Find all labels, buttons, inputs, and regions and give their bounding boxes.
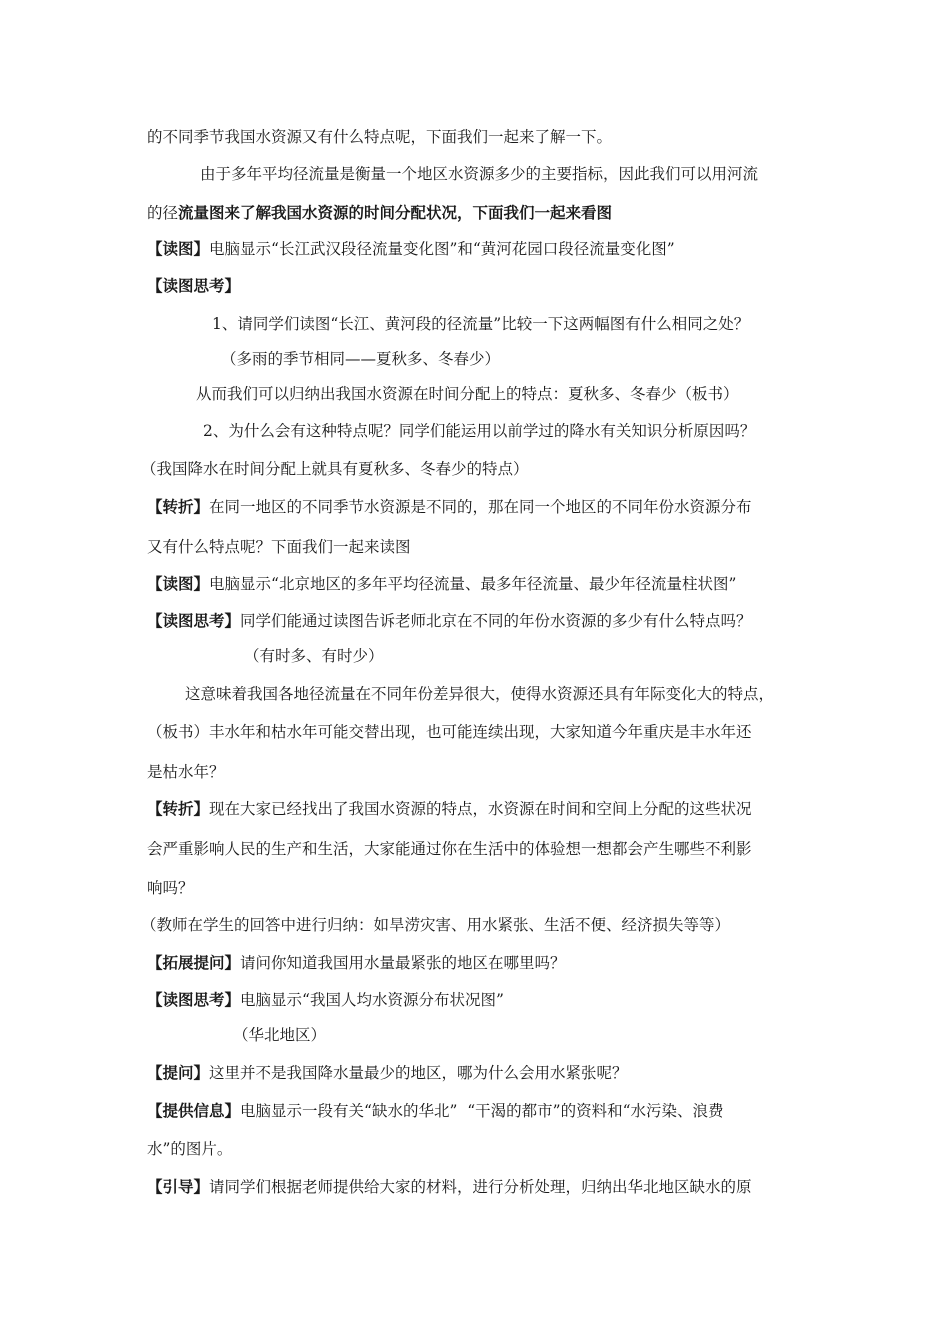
- section-label: 【读图思考】: [147, 611, 241, 630]
- text-line-12: [147, 537, 411, 557]
- text-line-8: [196, 384, 739, 404]
- text-line-18: [147, 762, 225, 782]
- text-line-25: [233, 1025, 326, 1045]
- text: 电脑显示“我国人均水资源分布状况图”: [240, 991, 504, 1009]
- text-line-11: [147, 497, 752, 517]
- text: 电脑显示一段有关“缺水的华北” “干渴的都市”的资料和“水污染、浪费: [240, 1102, 724, 1120]
- text-line-10: [141, 459, 529, 479]
- section-label: 【转折】: [147, 497, 210, 516]
- text-line-20: [147, 839, 752, 859]
- text: （我国降水在时间分配上就具有夏秋多、冬春少的特点）: [141, 460, 529, 478]
- text-line-1: [147, 127, 612, 147]
- text-line-3: [147, 203, 612, 223]
- text: 电脑显示“北京地区的多年平均径流量、最多年径流量、最少年径流量柱状图”: [209, 575, 737, 593]
- text: 这里并不是我国降水量最少的地区，哪为什么会用水紧张呢？: [209, 1064, 628, 1082]
- text: 又有什么特点呢？下面我们一起来读图: [147, 538, 411, 556]
- text: （华北地区）: [233, 1026, 327, 1044]
- text-line-27: [147, 1101, 724, 1121]
- text-line-21: [147, 878, 194, 898]
- text-line-23: [147, 953, 566, 973]
- section-label: 【提供信息】: [147, 1101, 241, 1120]
- section-label: 【引导】: [147, 1177, 210, 1196]
- text-line-24: [147, 990, 504, 1010]
- text-line-15: [244, 646, 384, 666]
- section-label: 【拓展提问】: [147, 953, 241, 972]
- text-line-22: [141, 915, 730, 935]
- text: 请同学们根据老师提供给大家的材料，进行分析处理，归纳出华北地区缺水的原: [209, 1178, 752, 1196]
- text-line-2: [200, 164, 758, 184]
- text: 请问你知道我国用水量最紧张的地区在哪里吗？: [240, 954, 566, 972]
- text: 由于多年平均径流量是衡量一个地区水资源多少的主要指标，因此我们可以用河流: [200, 165, 759, 183]
- text-line-14: [147, 611, 752, 631]
- text-line-4: [147, 239, 675, 259]
- section-label: 【提问】: [147, 1063, 210, 1082]
- bold-text: 流量图来了解我国水资源的时间分配状况，下面我们一起来看图: [178, 203, 613, 222]
- text: 从而我们可以归纳出我国水资源在时间分配上的特点：夏秋多、冬春少（板书）: [196, 385, 739, 403]
- text: （多雨的季节相同——夏秋多、冬春少）: [221, 350, 501, 368]
- text-line-19: [147, 799, 752, 819]
- text: 是枯水年？: [147, 763, 225, 781]
- text-line-29: [147, 1177, 752, 1197]
- text: （有时多、有时少）: [244, 647, 384, 665]
- text-line-28: [147, 1139, 232, 1159]
- text: （教师在学生的回答中进行归纳：如旱涝灾害、用水紧张、生活不便、经济损失等等）: [141, 916, 731, 934]
- text: 会严重影响人民的生产和生活，大家能通过你在生活中的体验想一想都会产生哪些不利影: [147, 840, 752, 858]
- text: 2、为什么会有这种特点呢？同学们能运用以前学过的降水有关知识分析原因吗？: [203, 422, 756, 440]
- text: 的不同季节我国水资源又有什么特点呢，下面我们一起来了解一下。: [147, 128, 613, 146]
- text-line-17: [147, 722, 752, 742]
- section-label: 【读图思考】: [147, 276, 241, 295]
- text-line-16: [185, 684, 774, 704]
- text-line-26: [147, 1063, 628, 1083]
- text: 在同一地区的不同季节水资源是不同的，那在同一个地区的不同年份水资源分布: [209, 498, 752, 516]
- section-label: 【转折】: [147, 799, 210, 818]
- text: 这意味着我国各地径流量在不同年份差异很大，使得水资源还具有年际变化大的特点，: [185, 685, 775, 703]
- text: 1、请同学们读图“长江、黄河段的径流量”比较一下这两幅图有什么相同之处？: [212, 315, 750, 333]
- section-label: 【读图】: [147, 574, 210, 593]
- text-line-6: [212, 314, 749, 334]
- text: 现在大家已经找出了我国水资源的特点，水资源在时间和空间上分配的这些状况: [209, 800, 752, 818]
- text: 水”的图片。: [147, 1140, 233, 1158]
- text-line-5: [147, 276, 240, 296]
- text: 的径: [147, 204, 179, 222]
- text-line-13: [147, 574, 736, 594]
- text: 电脑显示“长江武汉段径流量变化图”和“黄河花园口段径流量变化图”: [209, 240, 675, 258]
- text: （板书）丰水年和枯水年可能交替出现，也可能连续出现，大家知道今年重庆是丰水年还: [147, 723, 752, 741]
- text: 响吗？: [147, 879, 194, 897]
- text: 同学们能通过读图告诉老师北京在不同的年份水资源的多少有什么特点吗？: [240, 612, 752, 630]
- text-line-7: [221, 349, 500, 369]
- section-label: 【读图思考】: [147, 990, 241, 1009]
- text-line-9: [203, 421, 755, 441]
- section-label: 【读图】: [147, 239, 210, 258]
